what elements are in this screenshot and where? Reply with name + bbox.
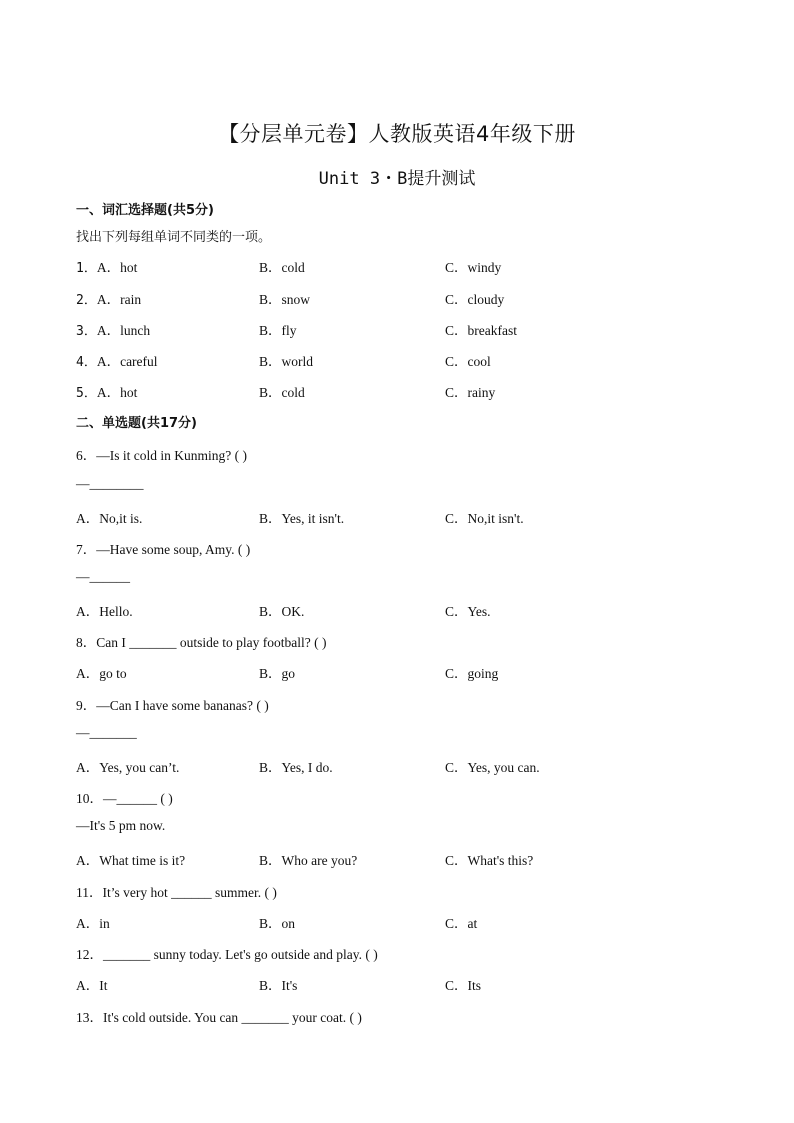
- option-a: A．rain: [96, 292, 142, 307]
- option-b: B．cold: [259, 385, 305, 400]
- question-9-option-c: C．Yes, you can.: [445, 760, 540, 775]
- section-heading-single-choice: 二、单选题(共17分): [76, 416, 197, 431]
- option-c: C．rainy: [445, 385, 496, 400]
- question-10-option-b: B．Who are you?: [259, 853, 358, 868]
- question-9-option-a: A．Yes, you can’t.: [76, 760, 180, 775]
- question-7-option-a: A．Hello.: [76, 604, 133, 619]
- page-title: 【分层单元卷】人教版英语4年级下册: [218, 122, 576, 146]
- question-4: [76, 350, 158, 370]
- question-number: 2．: [76, 293, 97, 308]
- question-7-stem: 7．—Have some soup, Amy. ( ): [76, 542, 251, 557]
- question-11-option-b: B．on: [259, 916, 296, 931]
- question-6-stem: 6．—Is it cold in Kunming? ( ): [76, 448, 247, 463]
- option-c: C．cloudy: [445, 292, 505, 307]
- question-2: [76, 288, 141, 308]
- question-8-stem: 8．Can I _______ outside to play football? ( ): [76, 635, 327, 650]
- question-12-option-a: A．It: [76, 978, 108, 993]
- option-a: A．careful: [96, 354, 158, 369]
- question-7-answer-blank: —______: [76, 569, 130, 584]
- question-9-stem: 9．—Can I have some bananas? ( ): [76, 698, 269, 713]
- question-12-option-b: B．It's: [259, 978, 298, 993]
- question-6-option-c: C．No,it isn't.: [445, 511, 524, 526]
- option-b: B．fly: [259, 323, 297, 338]
- option-c: C．windy: [445, 260, 502, 275]
- question-9-option-b: B．Yes, I do.: [259, 760, 333, 775]
- question-13-stem: 13．It's cold outside. You can _______ your coat. ( ): [76, 1010, 362, 1025]
- question-12-option-c: C．Its: [445, 978, 482, 993]
- section-heading-vocabulary: 一、词汇选择题(共5分): [76, 203, 214, 218]
- question-number: 4．: [76, 355, 97, 370]
- question-number: 3．: [76, 324, 97, 339]
- question-10-stem: 10．—______ ( ): [76, 791, 173, 806]
- question-5: [76, 381, 137, 401]
- question-10-answer: —It's 5 pm now.: [76, 818, 166, 833]
- question-number: 5．: [76, 386, 97, 401]
- option-a: A．hot: [96, 260, 138, 275]
- question-7-option-b: B．OK.: [259, 604, 305, 619]
- option-b: B．world: [259, 354, 313, 369]
- question-8-option-a: A．go to: [76, 666, 127, 681]
- question-number: 1．: [76, 261, 97, 276]
- question-6-option-b: B．Yes, it isn't.: [259, 511, 345, 526]
- question-6-answer-blank: —________: [76, 476, 144, 491]
- option-c: C．cool: [445, 354, 491, 369]
- option-c: C．breakfast: [445, 323, 517, 338]
- question-11-option-c: C．at: [445, 916, 478, 931]
- question-7-option-c: C．Yes.: [445, 604, 491, 619]
- option-a: A．hot: [96, 385, 138, 400]
- option-b: B．cold: [259, 260, 305, 275]
- section-instruction: 找出下列每组单词不同类的一项。: [76, 230, 272, 245]
- page-subtitle: Unit 3・B提升测试: [318, 169, 476, 189]
- question-1: [76, 256, 137, 276]
- question-6-option-a: A．No,it is.: [76, 511, 143, 526]
- question-8-option-b: B．go: [259, 666, 296, 681]
- question-10-option-a: A．What time is it?: [76, 853, 186, 868]
- question-11-option-a: A．in: [76, 916, 110, 931]
- option-b: B．snow: [259, 292, 311, 307]
- question-11-stem: 11．It’s very hot ______ summer. ( ): [76, 885, 277, 900]
- option-a: A．lunch: [96, 323, 151, 338]
- question-10-option-c: C．What's this?: [445, 853, 534, 868]
- question-12-stem: 12．_______ sunny today. Let's go outside and play. ( ): [76, 947, 378, 962]
- question-3: [76, 319, 150, 339]
- question-8-option-c: C．going: [445, 666, 499, 681]
- question-9-answer-blank: —_______: [76, 725, 137, 740]
